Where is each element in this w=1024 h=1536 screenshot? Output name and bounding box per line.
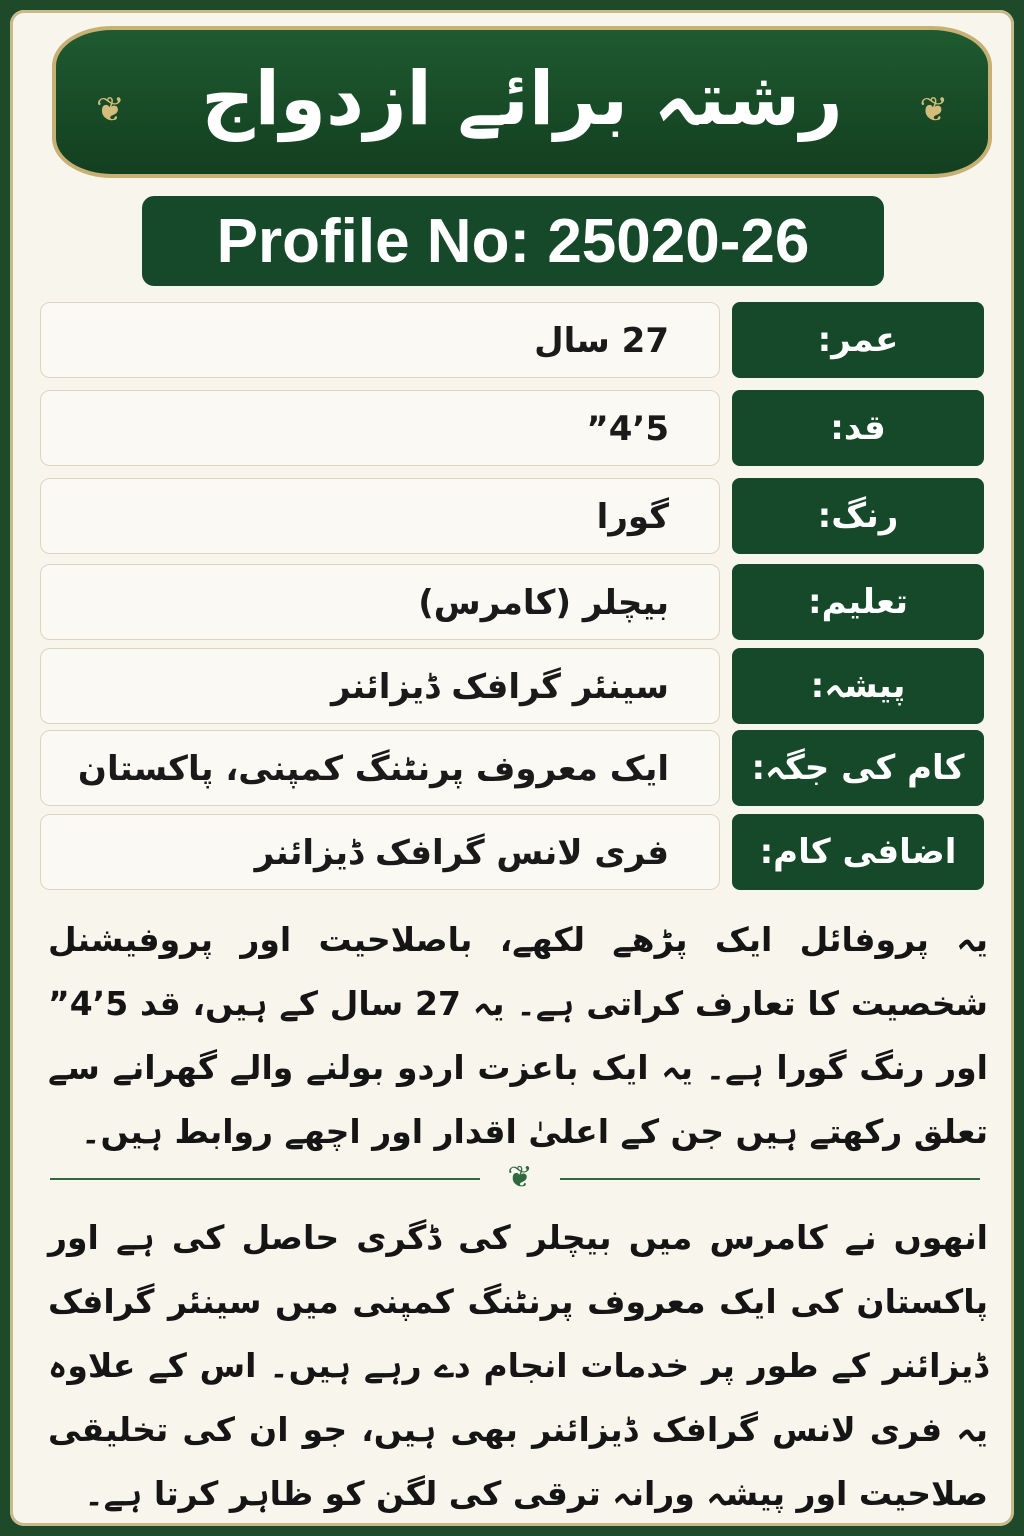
detail-row-profession: [40, 648, 984, 724]
page-title: رشتہ برائے ازدواج: [201, 56, 843, 142]
detail-label: کام کی جگہ:: [732, 730, 984, 806]
detail-label: قد:: [732, 390, 984, 466]
detail-row-education: [40, 564, 984, 640]
title-banner: [52, 26, 992, 178]
detail-row-complexion: [40, 478, 984, 554]
floral-ornament-icon: ❦: [96, 90, 125, 130]
detail-value: فری لانس گرافک ڈیزائنر: [40, 814, 720, 890]
detail-label: رنگ:: [732, 478, 984, 554]
detail-label: پیشہ:: [732, 648, 984, 724]
detail-value: گورا: [40, 478, 720, 554]
detail-row-age: [40, 302, 984, 378]
profile-card: [10, 10, 1014, 1526]
profile-number: Profile No: 25020-26: [142, 196, 884, 286]
intro-paragraph: یہ پروفائل ایک پڑھے لکھے، باصلاحیت اور پروفیشنل شخصیت کا تعارف کراتی ہے۔ یہ 27 سال کے ہیں، قد 5’4” اور رنگ گورا ہے۔ یہ ایک باعزت اردو بولنے والے گھرانے سے تعلق رکھتے ہیں جن کے اعلیٰ اقدار اور اچھے روابط ہیں۔: [48, 920, 988, 1151]
career-paragraph: انھوں نے کامرس میں بیچلر کی ڈگری حاصل کی ہے اور پاکستان کی ایک معروف پرنٹنگ کمپنی میں سینئر گرافک ڈیزائنر کے طور پر خدمات انجام دے رہے ہیں۔ اس کے علاوہ یہ فری لانس گرافک ڈیزائنر بھی ہیں، جو ان کی تخلیقی صلاحیت اور پیشہ ورانہ ترقی کی لگن کو ظاہر کرتا ہے۔: [48, 1218, 988, 1513]
detail-label: عمر:: [732, 302, 984, 378]
detail-row-workplace: [40, 730, 984, 806]
detail-value: ایک معروف پرنٹنگ کمپنی، پاکستان: [40, 730, 720, 806]
detail-value: سینئر گرافک ڈیزائنر: [40, 648, 720, 724]
detail-label: تعلیم:: [732, 564, 984, 640]
detail-value: 27 سال: [40, 302, 720, 378]
detail-label: اضافی کام:: [732, 814, 984, 890]
detail-value: بیچلر (کامرس): [40, 564, 720, 640]
detail-row-height: [40, 390, 984, 466]
detail-row-additional-work: [40, 814, 984, 890]
detail-value: 5’4”: [40, 390, 720, 466]
divider-ornament-icon: ❦: [480, 1160, 560, 1195]
floral-ornament-icon: ❦: [919, 90, 948, 130]
